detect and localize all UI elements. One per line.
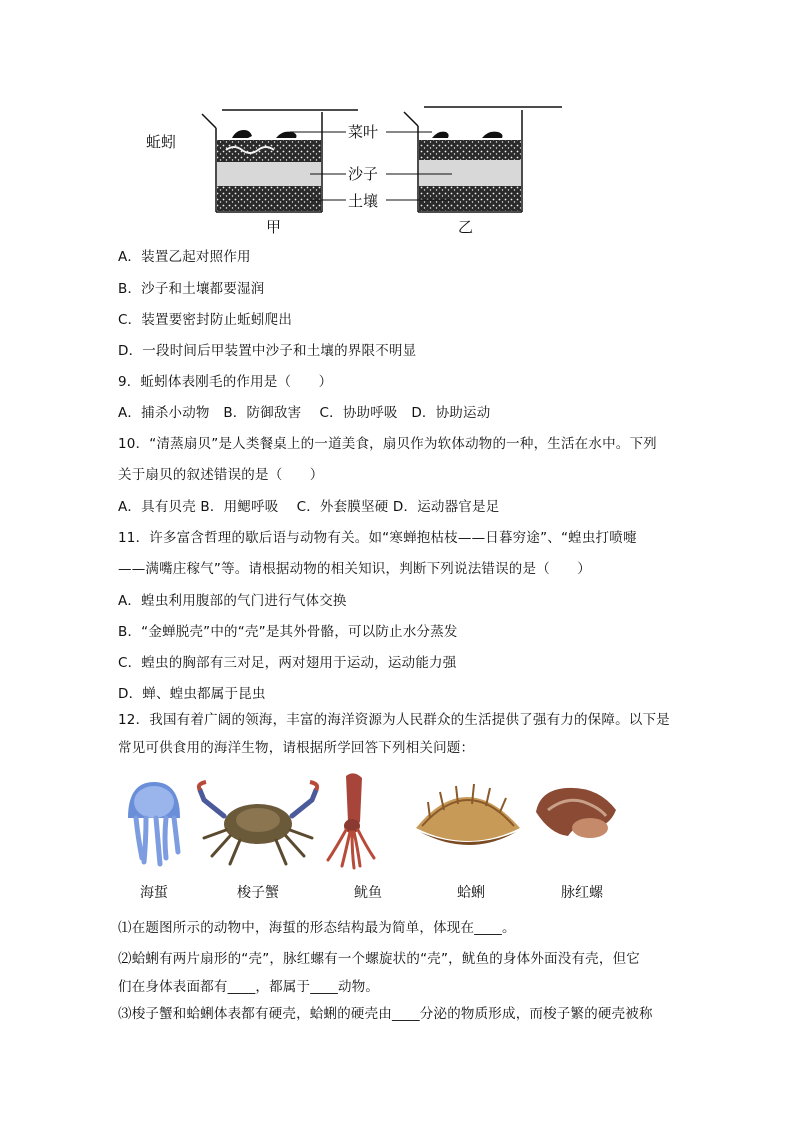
snail-image xyxy=(536,788,616,838)
label-earthworm: 蚯蚓 xyxy=(146,133,177,151)
q8-option-a: A．装置乙起对照作用 xyxy=(118,249,251,265)
caption-squid: 鱿鱼 xyxy=(354,885,382,901)
label-yi: 乙 xyxy=(458,218,474,236)
q10-stem-1: 10．“清蒸扇贝”是人类餐桌上的一道美食，扇贝作为软体动物的一种，生活在水中。下列 xyxy=(118,436,657,452)
jellyfish-image xyxy=(128,782,180,864)
caption-snail: 脉红螺 xyxy=(561,885,603,901)
container-yi xyxy=(404,107,562,212)
label-leaves: 菜叶 xyxy=(348,123,379,141)
clam-image xyxy=(416,784,520,845)
caption-crab: 梭子蟹 xyxy=(237,885,279,901)
q11-stem-2: ——满嘴庄稼气”等。请根据动物的相关知识，判断下列说法错误的是（ ） xyxy=(118,561,591,577)
q11-option-b: B．“金蝉脱壳”中的“壳”是其外骨骼，可以防止水分蒸发 xyxy=(118,624,458,640)
q12-sub-question-3: ⑶梭子蟹和蛤蜊体表都有硬壳，蛤蜊的硬壳由____分泌的物质形成，而梭子繁的硬壳被称 xyxy=(118,1006,653,1022)
caption-clam: 蛤蜊 xyxy=(457,885,485,901)
caption-jellyfish: 海蜇 xyxy=(140,885,168,901)
marine-animals-figure xyxy=(0,766,794,876)
squid-image xyxy=(328,773,374,868)
container-jia xyxy=(202,110,358,212)
earthworm-experiment-diagram xyxy=(0,0,794,240)
q10-stem-2: 关于扇贝的叙述错误的是（ ） xyxy=(118,467,324,483)
q12-stem-2: 常见可供食用的海洋生物，请根据所学回答下列相关问题： xyxy=(118,740,475,756)
q11-option-d: D．蝉、蝗虫都属于昆虫 xyxy=(118,686,266,702)
q8-option-c: C．装置要密封防止蚯蚓爬出 xyxy=(118,312,293,328)
q9-options: A．捕杀小动物 B．防御敌害 C．协助呼吸 D．协助运动 xyxy=(118,405,491,421)
label-soil: 土壤 xyxy=(348,192,379,210)
q11-option-c: C．蝗虫的胸部有三对足，两对翅用于运动，运动能力强 xyxy=(118,655,457,671)
q9-stem: 9．蚯蚓体表刚毛的作用是（ ） xyxy=(118,374,333,390)
label-sand: 沙子 xyxy=(348,165,379,183)
q11-option-a: A．蝗虫利用腹部的气门进行气体交换 xyxy=(118,593,347,609)
q12-sub-question-2-line-2: 们在身体表面都有____，都属于____动物。 xyxy=(118,979,380,995)
q8-option-d: D．一段时间后甲装置中沙子和土壤的界限不明显 xyxy=(118,343,417,359)
q12-sub-question-2-line-1: ⑵蛤蜊有两片扇形的“壳”，脉红螺有一个螺旋状的“壳”，鱿鱼的身体外面没有壳，但它 xyxy=(118,951,640,967)
q8-option-b: B．沙子和土壤都要湿润 xyxy=(118,281,265,297)
label-jia: 甲 xyxy=(266,218,282,236)
q11-stem-1: 11．许多富含哲理的歇后语与动物有关。如“寒蝉抱枯枝——日暮穷途”、“蝗虫打喷嚏 xyxy=(118,530,637,546)
q12-stem-1: 12．我国有着广阔的领海，丰富的海洋资源为人民群众的生活提供了强有力的保障。以下是 xyxy=(118,712,670,728)
q10-options: A．具有贝壳 B．用鳃呼吸 C．外套膜坚硬 D．运动器官是足 xyxy=(118,499,500,515)
crab-image xyxy=(199,782,317,864)
q12-sub-question-1: ⑴在题图所示的动物中，海蜇的形态结构最为简单，体现在____。 xyxy=(118,920,516,936)
leaf-jia xyxy=(232,130,252,138)
